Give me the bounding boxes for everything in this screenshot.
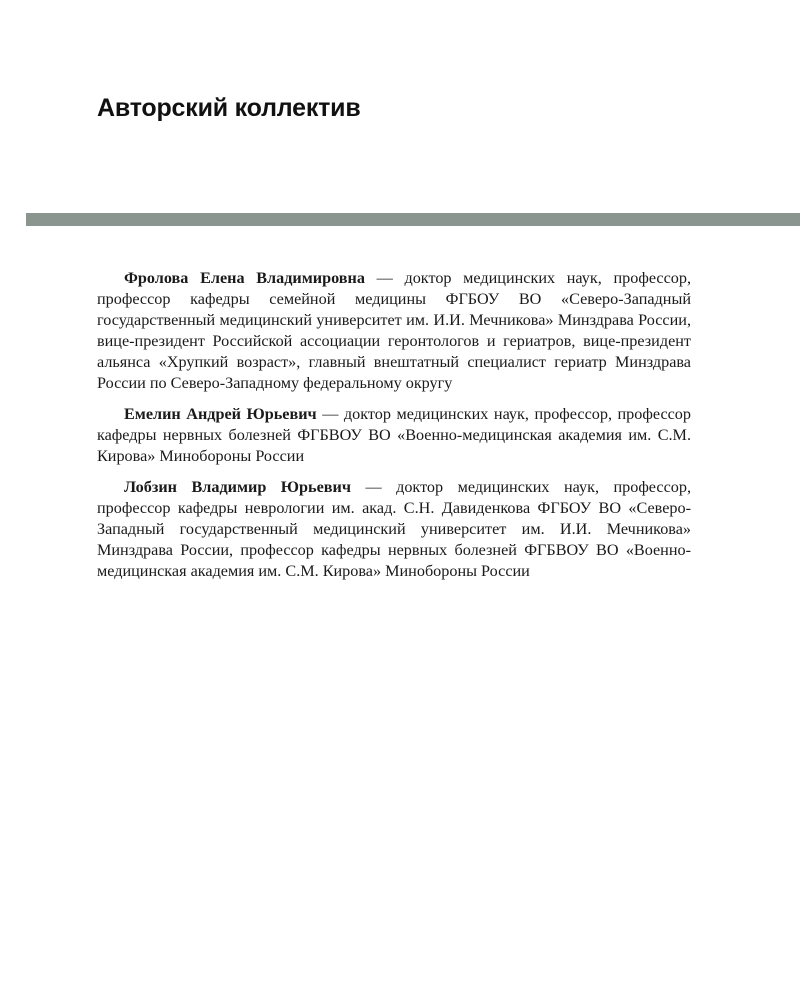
author-description: — доктор медицинских наук, профессор, профессор кафедры семейной медицины ФГБОУ ВО «Северо-Западный государственный медицинский университет им. И.И. Мечникова» Минздрава России, вице-президент Российской ассоциации геронтологов и гериатров, вице-президент альянса «Хрупкий возраст», главный внештатный специалист гериатр Минздрава России по Северо-Западному федеральному округу <box>97 269 692 392</box>
author-name: Лобзин Владимир Юрьевич <box>124 478 351 496</box>
author-description: — доктор медицинских наук, профессор, профессор кафедры неврологии им. акад. С.Н. Давиденкова ФГБОУ ВО «Северо-Западный государственный медицинский университет им. И.И. Мечникова» Минздрава России, профессор кафедры нервных болезней ФГБВОУ ВО «Военно-медицинская академия им. С.М. Кирова» Минобороны России <box>97 478 691 580</box>
author-name: Емелин Андрей Юрьевич <box>124 405 317 423</box>
author-entry-frolova <box>97 268 691 394</box>
author-description: — доктор медицинских наук, профессор, профессор кафедры нервных болезней ФГБВОУ ВО «Военно-медицинская академия им. С.М. Кирова» Минобороны России <box>97 405 691 465</box>
section-divider-bar <box>26 213 800 226</box>
author-entry-emelin <box>97 404 691 467</box>
author-entry-lobzin <box>97 477 691 582</box>
page-title: Авторский коллектив <box>97 94 361 122</box>
author-list <box>97 268 691 592</box>
author-name: Фролова Елена Владимировна <box>124 269 365 287</box>
